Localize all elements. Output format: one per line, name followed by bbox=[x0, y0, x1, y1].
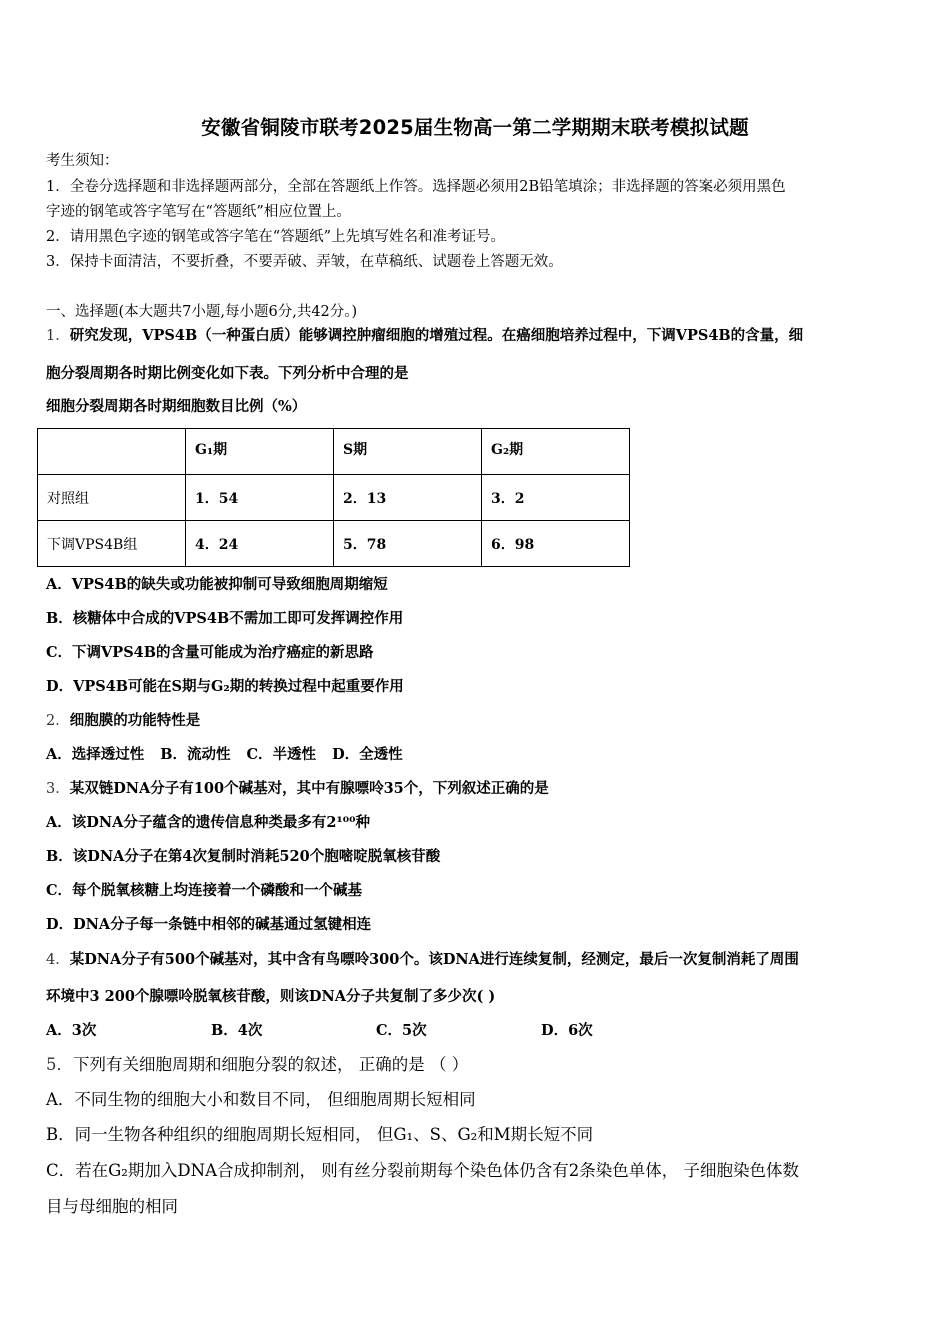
question-5-stem bbox=[46, 1055, 468, 1075]
option-a: A．选择透过性 bbox=[46, 746, 145, 763]
question-2-options bbox=[46, 745, 403, 765]
table-cell: 6．98 bbox=[482, 521, 630, 567]
option-c: C．5次 bbox=[376, 1022, 427, 1039]
question-number: 2． bbox=[46, 713, 70, 729]
question-number: 1． bbox=[46, 328, 70, 344]
table-header-cell: G₂期 bbox=[482, 429, 630, 475]
notice-item: 2．请用黑色字迹的钢笔或答字笔在“答题纸”上先填写姓名和准考证号。 bbox=[46, 229, 506, 245]
question-3-stem bbox=[46, 779, 549, 799]
table-cell: 4．24 bbox=[186, 521, 334, 567]
option-a: A．不同生物的细胞大小和数目不同， 但细胞周期长短相同 bbox=[46, 1090, 476, 1109]
table-cell: 1．54 bbox=[186, 475, 334, 521]
option-b: B．核糖体中合成的VPS4B不需加工即可发挥调控作用 bbox=[46, 610, 404, 627]
notice-item: 字迹的钢笔或答字笔写在“答题纸”相应位置上。 bbox=[46, 204, 351, 220]
notice-item: 1．全卷分选择题和非选择题两部分，全部在答题纸上作答。选择题必须用2B铅笔填涂；非选择题的答案必须用黑色 bbox=[46, 179, 786, 195]
section-heading: 一、选择题(本大题共7小题,每小题6分,共42分。) bbox=[46, 304, 358, 320]
option-a: A．VPS4B的缺失或功能被抑制可导致细胞周期缩短 bbox=[46, 576, 388, 593]
option-a: A．3次 bbox=[46, 1022, 97, 1039]
page-title: 安徽省铜陵市联考2025届生物高一第二学期期末联考模拟试题 bbox=[201, 116, 749, 139]
option-b: B．流动性 bbox=[160, 746, 231, 763]
table-cell: 3．2 bbox=[482, 475, 630, 521]
table-cell: 5．78 bbox=[334, 521, 482, 567]
cell-cycle-table bbox=[37, 428, 630, 567]
question-4-text: 某DNA分子有500个碱基对，其中含有鸟嘌呤300个。该DNA进行连续复制，经测定，最后一次复制消耗了周围 bbox=[69, 951, 799, 968]
option-d: D．VPS4B可能在S期与G₂期的转换过程中起重要作用 bbox=[46, 678, 404, 695]
table-header-row bbox=[38, 429, 630, 475]
option-d: D．全透性 bbox=[332, 746, 403, 763]
question-number: 5． bbox=[46, 1055, 73, 1074]
table-row bbox=[38, 475, 630, 521]
question-2-text: 细胞膜的功能特性是 bbox=[69, 712, 201, 729]
option-d: D．DNA分子每一条链中相邻的碱基通过氢键相连 bbox=[46, 916, 372, 933]
table-header-cell: G₁期 bbox=[186, 429, 334, 475]
table-cell: 下调VPS4B组 bbox=[38, 521, 186, 567]
table-cell: 2．13 bbox=[334, 475, 482, 521]
notice-heading: 考生须知： bbox=[46, 153, 119, 169]
option-b: B．该DNA分子在第4次复制时消耗520个胞嘧啶脱氧核苷酸 bbox=[46, 848, 441, 865]
question-1-stem bbox=[46, 326, 803, 346]
option-c: C．每个脱氧核糖上均连接着一个磷酸和一个碱基 bbox=[46, 882, 363, 899]
table-header-cell bbox=[38, 429, 186, 475]
option-b: B．4次 bbox=[211, 1022, 263, 1039]
question-number: 3． bbox=[46, 781, 70, 797]
option-c: C．下调VPS4B的含量可能成为治疗癌症的新思路 bbox=[46, 644, 374, 661]
question-1-stem-line2: 胞分裂周期各时期比例变化如下表。下列分析中合理的是 bbox=[46, 365, 409, 382]
option-c: C．半透性 bbox=[246, 746, 317, 763]
question-number: 4． bbox=[46, 952, 70, 968]
notice-item: 3．保持卡面清洁，不要折叠，不要弄破、弄皱，在草稿纸、试题卷上答题无效。 bbox=[46, 254, 563, 270]
option-d: D．6次 bbox=[541, 1022, 593, 1039]
option-a: A．该DNA分子蕴含的遗传信息种类最多有2¹⁰⁰种 bbox=[46, 814, 370, 831]
question-4-options bbox=[46, 1021, 593, 1041]
question-4-stem-line2: 环境中3 200个腺嘌呤脱氧核苷酸，则该DNA分子共复制了多少次( ) bbox=[46, 988, 496, 1005]
question-3-text: 某双链DNA分子有100个碱基对，其中有腺嘌呤35个，下列叙述正确的是 bbox=[69, 780, 549, 797]
question-1-stem-line1: 研究发现，VPS4B（一种蛋白质）能够调控肿瘤细胞的增殖过程。在癌细胞培养过程中，下调VPS4B的含量，细 bbox=[69, 327, 804, 344]
option-c: C．若在G₂期加入DNA合成抑制剂， 则有丝分裂前期每个染色体仍含有2条染色单体， 子细胞染色体数 bbox=[46, 1161, 799, 1180]
question-5-text: 下列有关细胞周期和细胞分裂的叙述， 正确的是 （ ） bbox=[73, 1055, 469, 1074]
question-2-stem bbox=[46, 711, 200, 731]
table-row bbox=[38, 521, 630, 567]
table-caption: 细胞分裂周期各时期细胞数目比例（%） bbox=[46, 398, 307, 415]
option-b: B．同一生物各种组织的细胞周期长短相同， 但G₁、S、G₂和M期长短不同 bbox=[46, 1125, 594, 1144]
question-4-stem bbox=[46, 950, 799, 970]
table-header-cell: S期 bbox=[334, 429, 482, 475]
option-c-continued: 目与母细胞的相同 bbox=[46, 1197, 178, 1216]
table-cell: 对照组 bbox=[38, 475, 186, 521]
